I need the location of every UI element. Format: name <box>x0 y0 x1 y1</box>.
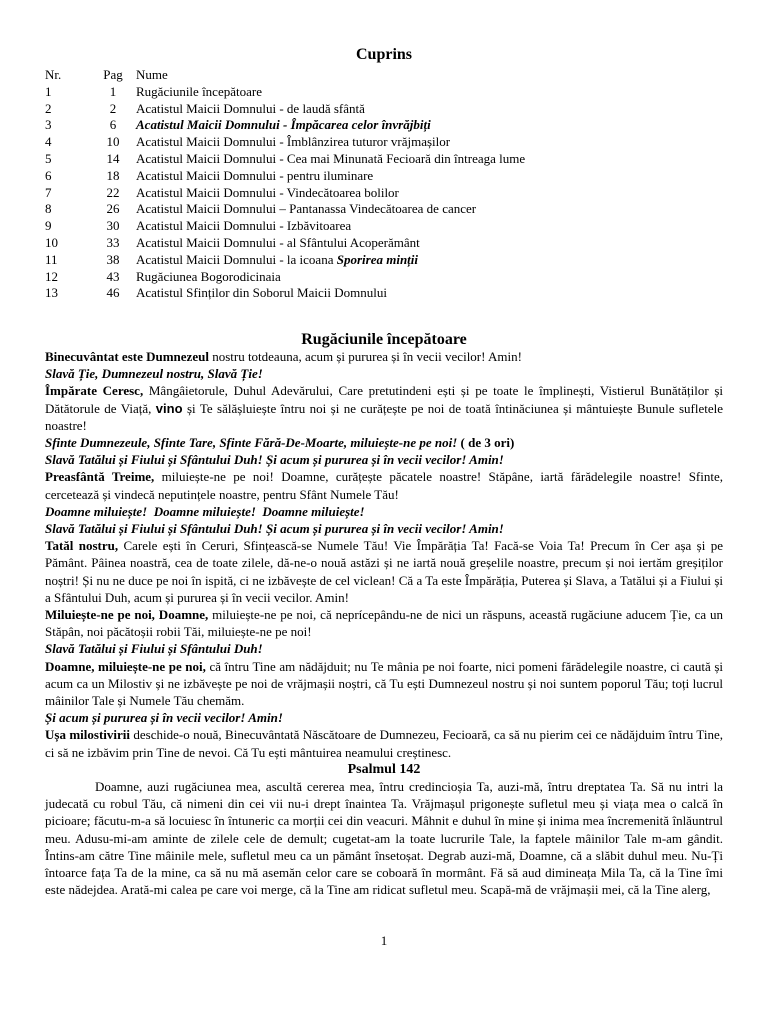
toc-page: 46 <box>106 285 120 301</box>
bold-lead: Ușa milostivirii <box>45 727 131 743</box>
toc-row[interactable] <box>45 151 525 168</box>
toc-nr: 13 <box>45 285 58 301</box>
toc-row[interactable] <box>45 84 525 101</box>
paragraph-text: deschide-o nouă, Binecuvântată Născătoare de Dumnezeu, Fecioară, ca să nu pierim cei ce nădăjduim întru Tine, ci să ne izbăvim prin Tine de nevoi. Că Tu ești mântuirea neamului creștinesc. <box>45 727 724 760</box>
toc-entry-name[interactable]: Rugăciunile începătoare <box>136 83 262 99</box>
toc-header-name: Nume <box>136 67 168 82</box>
toc-entry-name[interactable]: Acatistul Sfinților din Soborul Maicii Domnului <box>136 285 387 301</box>
toc-row[interactable] <box>45 218 525 235</box>
toc-nr: 10 <box>45 234 58 250</box>
paragraph-text: miluiește-ne pe noi, că neprícepându-ne de nici un răspuns, această rugăciune aducem Ție, ca un Stăpân, noi păcătoșii robii Tăi, miluiește-ne pe noi! <box>45 607 723 640</box>
toc-table <box>45 67 525 302</box>
toc-row[interactable] <box>45 185 525 202</box>
toc-page: 33 <box>106 234 120 250</box>
toc-entry-name[interactable]: Acatistul Maicii Domnului - Îmblânzirea tuturor vrăjmașilor <box>136 134 451 150</box>
paragraph <box>45 658 723 710</box>
toc-entry-name[interactable]: Acatistul Maicii Domnului – Pantanassa Vindecătoarea de cancer <box>136 201 477 217</box>
bold-lead: Doamne, miluiește-ne pe noi, <box>45 658 206 674</box>
toc-header-nr: Nr. <box>45 67 62 82</box>
toc-nr: 6 <box>45 167 52 183</box>
bold-lead: Binecuvântat este Dumnezeul <box>45 349 209 364</box>
toc-row[interactable] <box>45 101 525 118</box>
toc-entry-name-emphasis: Sporirea minții <box>336 251 419 267</box>
toc-nr: 5 <box>45 150 52 166</box>
paragraph-text: și Te sălășluiește întru noi și ne curățește pe noi de toată întinăciunea și mântuiește Bunule sufletele noastre! <box>45 400 723 433</box>
toc-nr: 1 <box>45 83 52 99</box>
toc-row[interactable] <box>45 134 525 151</box>
toc-nr: 3 <box>45 117 52 133</box>
toc-entry-name[interactable] <box>136 252 525 269</box>
toc-row[interactable] <box>45 201 525 218</box>
paragraph <box>45 606 723 640</box>
paragraph: Slavă Tatălui și Fiului și Sfântului Duh! <box>45 641 263 657</box>
toc-entry-name[interactable]: Acatistul Maicii Domnului - al Sfântului Acoperământ <box>136 234 420 250</box>
bold-lead: Miluiește-ne pe noi, Doamne, <box>45 607 209 623</box>
paragraph <box>45 537 723 606</box>
toc-nr: 9 <box>45 218 52 234</box>
toc-row[interactable] <box>45 168 525 185</box>
toc-page: 2 <box>109 100 117 116</box>
paragraph: Slavă Tatălui și Fiului și Sfântului Duh! Și acum și pururea și în vecii vecilor! Amin! <box>45 521 504 537</box>
italic-text: Sfinte Dumnezeule, Sfinte Tare, Sfinte Fără-De-Moarte, miluiește-ne pe noi! <box>45 435 458 451</box>
toc-page: 14 <box>106 150 120 166</box>
toc-entry-name[interactable]: Acatistul Maicii Domnului - pentru iluminare <box>136 167 374 183</box>
paragraph-text: că întru Tine am nădăjduit; nu Te mânia pe noi foarte, nici pomeni fărădelegile noastre, ci caută și acum ca un Milostiv și ne izbăvește pe noi de vrăjmașii noștri, că Tu ești Dumnezeul nostru și noi suntem poporul Tău; toți lucrul mâinilor Tale și Numele Tău chemăm. <box>45 658 723 709</box>
toc-nr: 8 <box>45 201 52 217</box>
toc-header-pag: Pag <box>103 67 123 82</box>
toc-entry-name[interactable]: Acatistul Maicii Domnului - Vindecătoarea bolilor <box>136 184 399 200</box>
toc-nr: 11 <box>45 251 58 267</box>
paragraph <box>45 468 723 502</box>
paragraph <box>45 434 723 451</box>
paragraph <box>45 348 723 365</box>
paragraph: Și acum și pururea și în vecii vecilor! Amin! <box>45 710 283 726</box>
toc-entry-name[interactable]: Acatistul Maicii Domnului - Cea mai Minunată Fecioară din întreaga lume <box>136 150 526 166</box>
toc-title: Cuprins <box>355 46 413 63</box>
toc-page: 6 <box>109 117 117 133</box>
toc-entry-name[interactable]: Acatistul Maicii Domnului - Izbăvitoarea <box>136 218 352 234</box>
toc-header-row <box>45 67 525 84</box>
paragraph-text: nostru totdeauna, acum și pururea și în vecii vecilor! Amin! <box>208 349 522 364</box>
toc-entry-name-part: Acatistul Maicii Domnului - la icoana <box>136 251 337 267</box>
page-number: 1 <box>380 933 388 948</box>
toc-entry-name[interactable]: Acatistul Maicii Domnului - Împăcarea celor învrăjbiți <box>136 117 431 133</box>
paragraph <box>45 726 723 760</box>
psalm-text: Doamne, auzi rugăciunea mea, ascultă cererea mea, întru credincioșia Ta, auzi-mă, întru dreptatea Ta. Să nu intri la judecată cu robul Tău, că nimeni din cei vii nu-i drept înaintea Ta. Vrăjmașul prigonește sufletul meu și viața mea o calcă în picioare; făcutu-m-a să locuiesc în întuneric ca morții cei din veacuri. Mâhnit e duhul în mine și inima mea încremenită înlăuntrul meu. Adusu-mi-am aminte de zilele cele de demult; cugetat-am la toate lucrurile Tale, la faptele mâinilor Tale m-am gândit. Întins-am către Tine mâinile mele, sufletul meu ca un pământ însetoșat. Degrab auzi-mă, Doamne, că a slăbit duhul meu. Nu-Ți întoarce fața Ta de la mine, ca să nu mă asemăn celor care se coboară în mormânt. Fă să aud dimineața Mila Ta, că la Tine îmi este nădejdea. Arată-mi calea pe care voi merge, că la Tine am ridicat sufletul meu. Scapă-mă de vrăjmașii mei, că la Tine alerg, <box>45 779 723 898</box>
toc-nr: 4 <box>45 134 52 150</box>
toc-nr: 12 <box>45 268 58 284</box>
section-body <box>45 348 723 899</box>
bold-note: ( de 3 ori) <box>457 435 515 451</box>
toc-entry-name[interactable]: Rugăciunea Bogorodicinaia <box>136 268 281 284</box>
toc-page: 1 <box>109 83 117 99</box>
bold-word: vino <box>155 400 183 416</box>
paragraph-text: Carele ești în Ceruri, Sfințească-se Numele Tău! Vie Împărăția Ta! Facă-se Voia Ta! Precum în Cer așa și pe Pământ. Pâinea noastră, cea de toate zilele, dă-ne-o nouă astăzi și ne iartă nouă greșelile noastre, precum și noi iertăm greșiților noștri! Și nu ne duce pe noi în ispită, ci ne izbăvește de cel viclean! Că a Ta este Împărăția, Puterea și Slava, a Tatălui și a Fiului și a Sfântului Duh, acum și pururea și în vecii vecilor. Amin! <box>45 538 723 605</box>
toc-page: 30 <box>106 218 120 234</box>
bold-lead: Preasfântă Treime, <box>45 469 155 485</box>
paragraph: Slavă Ție, Dumnezeul nostru, Slavă Ție! <box>45 366 263 382</box>
toc-page: 22 <box>106 184 120 200</box>
toc-page: 10 <box>106 134 120 150</box>
paragraph: Slavă Tatălui și Fiului și Sfântului Duh! Și acum și pururea și în vecii vecilor! Amin! <box>45 452 504 468</box>
psalm-title: Psalmul 142 <box>347 761 421 777</box>
bold-lead: Împărate Ceresc, <box>45 383 144 399</box>
paragraph: Doamne miluiește! Doamne miluiește! Doamne miluiește! <box>45 503 365 519</box>
paragraph-text: miluiește-ne pe noi! Doamne, curățește păcatele noastre! Stăpâne, iartă fărădelegile noastre! Sfinte, cercetează și vindecă neputințele noastre, pentru Sfânt Numele Tău! <box>45 469 723 502</box>
toc-row[interactable] <box>45 285 525 302</box>
bold-lead: Tatăl nostru, <box>45 538 119 554</box>
paragraph-text: Mângâietorule, Duhul Adevărului, Care pretutindeni ești și pe toate le împlinești, Vistierul Bunătăților și Dătătorule de Viață, <box>45 383 724 416</box>
toc-nr: 2 <box>45 100 52 116</box>
toc-page: 18 <box>106 167 120 183</box>
toc-entry-name[interactable]: Acatistul Maicii Domnului - de laudă sfântă <box>136 100 365 116</box>
section-title: Rugăciunile începătoare <box>301 331 467 348</box>
toc-row[interactable] <box>45 269 525 286</box>
toc-row[interactable] <box>45 117 525 134</box>
toc-page: 26 <box>106 201 120 217</box>
toc-page: 38 <box>106 251 120 267</box>
toc-nr: 7 <box>45 184 52 200</box>
toc-page: 43 <box>106 268 120 284</box>
toc-row[interactable] <box>45 252 525 269</box>
toc-row[interactable] <box>45 235 525 252</box>
paragraph <box>45 382 723 434</box>
